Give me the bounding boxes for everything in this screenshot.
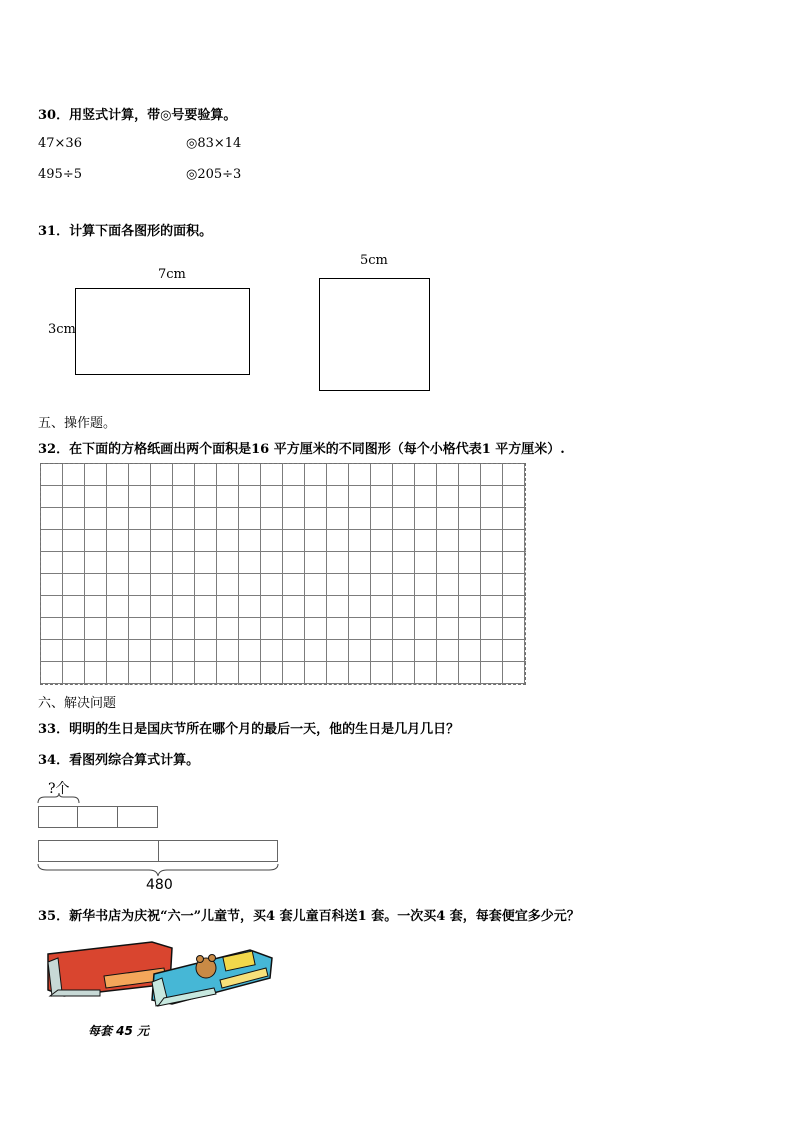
rect-height-label: 3cm [48,322,76,337]
q30-item-4: ◎205÷3 [186,167,242,182]
q30-item-1: 47×36 [38,136,82,151]
top-brace [37,792,81,804]
q31-title: 31．计算下面各图形的面积。 [38,224,213,239]
small-bar-segment-2 [77,806,118,828]
price-label: 每套 45 元 [88,1024,150,1038]
book-sets-picture [44,938,276,1010]
rect-width-label: 7cm [158,267,186,282]
q33-title: 33．明明的生日是国庆节所在哪个月的最后一天，他的生日是几月几日？ [38,722,460,737]
section-5-heading: 五、操作题。 [38,416,117,431]
unknown-label: ?个 [48,781,70,797]
total-label: 480 [146,877,173,893]
rectangle-figure [75,288,250,375]
q34-title: 34．看图列综合算式计算。 [38,753,200,768]
long-bar-segment-2 [158,840,278,862]
square-label: 5cm [360,253,388,268]
section-6-heading: 六、解决问题 [38,696,117,711]
square-figure [319,278,430,391]
q30-item-2: ◎83×14 [186,136,242,151]
grid-paper [40,463,526,685]
long-bar-segment-1 [38,840,159,862]
q35-title: 35．新华书店为庆祝“六一”儿童节，买4 套儿童百科送1 套。一次买4 套，每套便宜多少元？ [38,909,580,924]
q32-title: 32．在下面的方格纸画出两个面积是16 平方厘米的不同图形（每个小格代表1 平方厘米）. [38,442,565,457]
small-bar-segment-1 [38,806,78,828]
q30-title: 30．用竖式计算，带◎号要验算。 [38,108,237,123]
bottom-brace [37,863,280,877]
q30-item-3: 495÷5 [38,167,82,182]
small-bar-segment-3 [117,806,158,828]
